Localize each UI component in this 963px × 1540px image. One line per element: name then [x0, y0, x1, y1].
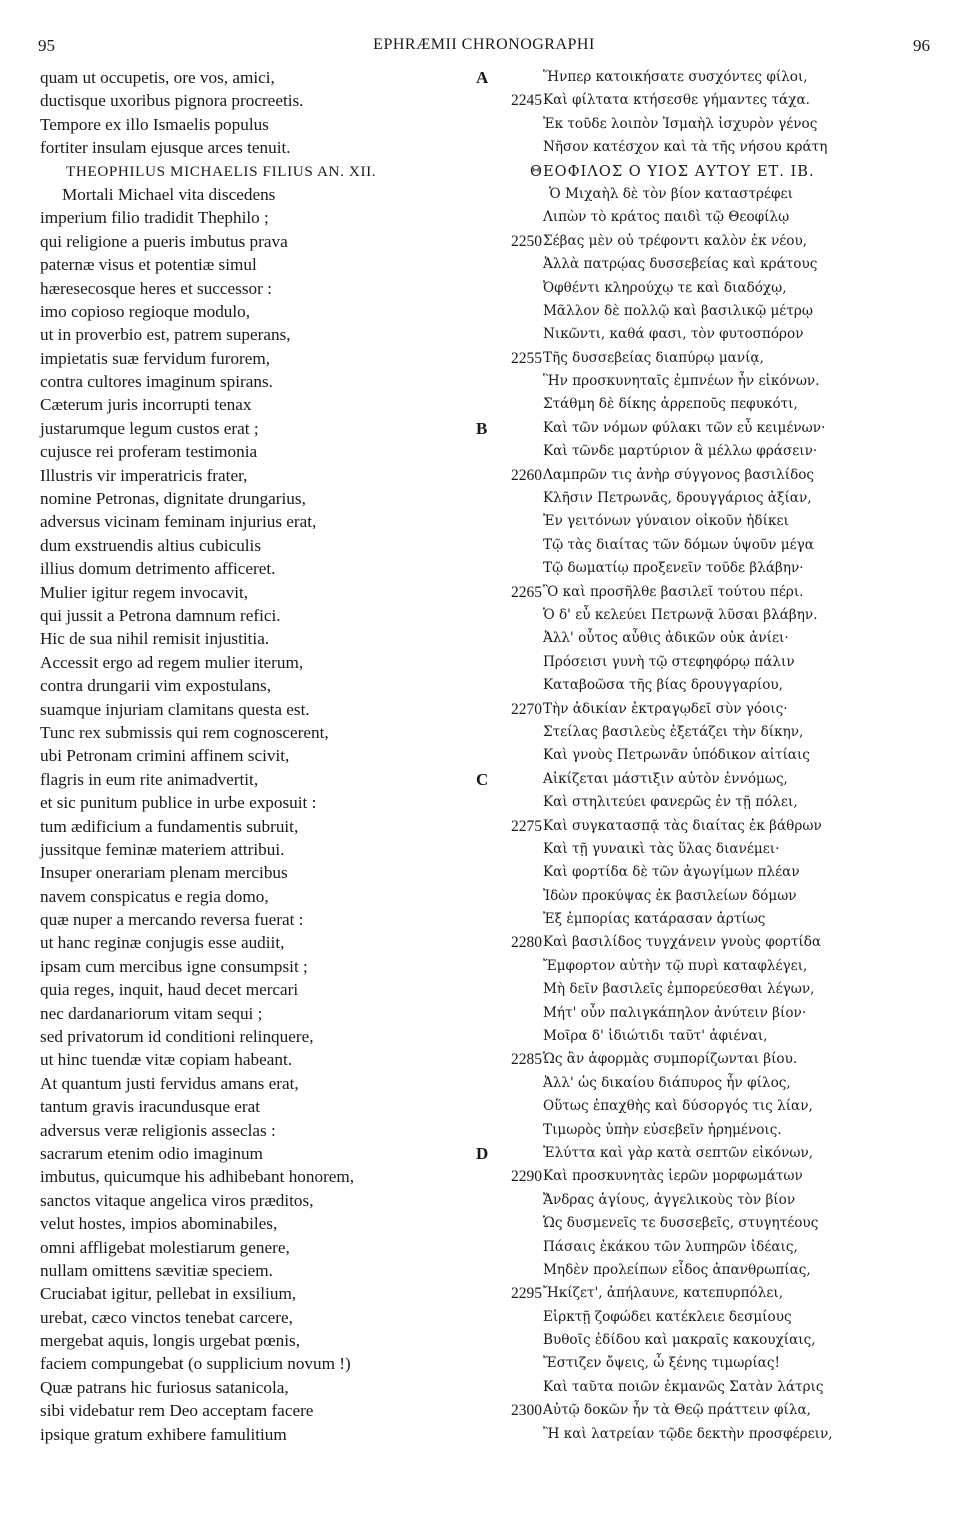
greek-verse-line: [470, 66, 950, 89]
latin-line: Mulier igitur regem invocavit,: [40, 582, 249, 602]
greek-verse-line: [470, 651, 950, 674]
verse-text: Τὴν ἀδικίαν ἐκτραγῳδεῖ σὺν γόοις·: [543, 700, 788, 717]
verse-number: 2245: [511, 92, 542, 110]
greek-verse-line: [470, 1236, 950, 1259]
verse-text: Βυθοῖς ἐδίδου καὶ μακραῖς κακουχίαις,: [543, 1332, 816, 1349]
greek-verse-line: [470, 1002, 950, 1025]
greek-verse-line: [470, 1212, 950, 1235]
margin-section-letter: C: [476, 769, 489, 789]
latin-line: dum exstruendis altius cubiculis: [40, 535, 262, 555]
verse-text: Καὶ τῇ γυναικὶ τὰς ὕλας διανέμει·: [543, 840, 780, 857]
greek-verse-line: [470, 1329, 950, 1352]
greek-verse-line: [470, 347, 950, 370]
verse-text: Ἔμφορτον αὐτὴν τῷ πυρὶ καταφλέγει,: [543, 957, 808, 974]
latin-line: sed privatorum id conditioni relinquere,: [40, 1027, 314, 1047]
latin-line: fortiter insulam ejusque arces tenuit.: [40, 138, 291, 158]
latin-line: Hic de sua nihil remisit injustitia.: [40, 629, 270, 649]
verse-text: Ἀλλὰ πατρῴας δυσσεβείας καὶ κράτους: [543, 256, 818, 273]
greek-verse-line: [470, 89, 950, 112]
verse-text: Καὶ τῶν νόμων φύλακι τῶν εὖ κειμένων·: [543, 419, 826, 436]
page-number-left: 95: [38, 36, 55, 55]
greek-verse-line: [470, 1282, 950, 1305]
latin-line: Insuper onerariam plenam mercibus: [40, 863, 288, 883]
latin-line: quia reges, inquit, haud decet mercari: [40, 980, 299, 1000]
verse-text: Καὶ βασιλίδος τυγχάνειν γνοὺς φορτίδα: [543, 934, 822, 951]
margin-section-letter: D: [476, 1143, 489, 1163]
latin-line: Accessit ergo ad regem mulier iterum,: [40, 652, 304, 672]
latin-line: ut in proverbio est, patrem superans,: [40, 325, 291, 345]
verse-text: Ἰδὼν προκύψας ἐκ βασιλείων δόμων: [543, 887, 797, 904]
verse-text: Ἥνπερ κατοικήσατε συσχόντες φίλοι,: [543, 69, 808, 85]
latin-line: tantum gravis iracundusque erat: [40, 1097, 261, 1117]
latin-line: nomine Petronas, dignitate drungarius,: [40, 489, 306, 509]
latin-line: ut hanc reginæ conjugis esse audiit,: [40, 933, 285, 953]
greek-verse-line: [470, 277, 950, 300]
latin-line: cujusce rei proferam testimonia: [40, 442, 258, 462]
verse-text: Καὶ φορτίδα δὲ τῶν ἀγωγίμων πλέαν: [543, 864, 800, 881]
verse-text: Λιπὼν τὸ κράτος παιδὶ τῷ Θεοφίλῳ: [543, 209, 790, 226]
latin-section-heading: THEOPHILUS MICHAELIS FILIUS AN. XII.: [66, 162, 377, 180]
latin-line: mergebat aquis, longis urgebat pœnis,: [40, 1331, 301, 1351]
verse-text: Καὶ τῶνδε μαρτύριον ἃ μέλλω φράσειν·: [543, 443, 818, 460]
verse-text: Καὶ γνοὺς Πετρωνᾶν ὑπόδικον αἰτίαις: [543, 747, 810, 764]
latin-column: [40, 66, 480, 1446]
verse-text: Αἰκίζεται μάστιξιν αὐτὸν ἐννόμως,: [543, 770, 788, 787]
verse-text: Νικῶντι, καθά φασι, τὸν φυτοσπόρον: [543, 326, 804, 343]
greek-verse-line: [470, 534, 950, 557]
verse-text: Ὃ καὶ προσῆλθε βασιλεῖ τούτου πέρι.: [543, 583, 804, 600]
verse-text: Ἢ καὶ λατρείαν τῷδε δεκτὴν προσφέρειν,: [543, 1425, 833, 1442]
latin-line: adversus veræ religionis asseclas :: [40, 1120, 276, 1140]
greek-verse-line: [470, 370, 950, 393]
greek-verse-line: [470, 885, 950, 908]
latin-line: omni affligebat molestiarum genere,: [40, 1237, 290, 1257]
greek-verse-line: [470, 791, 950, 814]
greek-verse-line: [470, 768, 950, 791]
verse-text: Ὡς ἂν ἀφορμὰς συμπορίζωνται βίου.: [543, 1051, 798, 1068]
latin-line: sacrarum etenim odio imaginum: [40, 1143, 263, 1163]
greek-verse-line: [470, 698, 950, 721]
verse-text: Καὶ προσκυνητὰς ἱερῶν μορφωμάτων: [543, 1168, 803, 1185]
verse-number: 2265: [511, 583, 542, 601]
greek-verse-line: [470, 230, 950, 253]
verse-number: 2275: [511, 817, 542, 835]
latin-line: qui religione a pueris imbutus prava: [40, 231, 288, 251]
latin-line: imbutus, quicumque his adhibebant honorem,: [40, 1167, 355, 1187]
verse-text: Καὶ φίλτατα κτήσεσθε γήμαντες τάχα.: [543, 92, 810, 109]
verse-number: 2285: [511, 1051, 542, 1069]
verse-text: Ἄνδρας ἁγίους, ἀγγελικοὺς τὸν βίον: [543, 1191, 796, 1208]
verse-text: Ὁ δ' εὖ κελεύει Πετρωνᾷ λῦσαι βλάβην.: [543, 606, 818, 623]
verse-text: Νῆσον κατέσχον καὶ τὰ τῆς νήσου κράτη: [543, 139, 828, 156]
verse-text: Πρόσεισι γυνὴ τῷ στεφηφόρῳ πάλιν: [543, 653, 795, 670]
greek-verse-line: [470, 627, 950, 650]
greek-verse-line: [470, 861, 950, 884]
greek-verse-line: [470, 1165, 950, 1188]
greek-verse-line: [470, 604, 950, 627]
verse-text: Τιμωρὸς ὑπὴν εὐσεβεῖν ἠρημένοις.: [543, 1121, 782, 1138]
verse-text: Ἐξ ἐμπορίας κατάρασαν ἀρτίως: [543, 911, 766, 928]
greek-verse-line: [470, 581, 950, 604]
verse-text: Μοῖρα δ' ἰδιώτιδι ταῦτ' ἀφιέναι,: [543, 1028, 768, 1045]
greek-verse-line: [470, 440, 950, 463]
latin-line: navem conspicatus e regia domo,: [40, 886, 269, 906]
greek-verse-line: [470, 1423, 950, 1446]
greek-verse-line: [470, 300, 950, 323]
verse-text: Στάθμη δὲ δίκης ἀρρεποῦς πεφυκότι,: [543, 396, 798, 413]
greek-verse-line: [470, 557, 950, 580]
greek-verse-line: [470, 1119, 950, 1142]
greek-verse-line: [470, 931, 950, 954]
verse-number: 2270: [511, 700, 542, 718]
verse-text: Ὁ Μιχαὴλ δὲ τὸν βίον καταστρέφει: [549, 185, 793, 202]
greek-verse-line: [470, 1189, 950, 1212]
verse-text: Στείλας βασιλεὺς ἐξετάζει τὴν δίκην,: [543, 723, 804, 740]
latin-line: quam ut occupetis, ore vos, amici,: [40, 68, 275, 87]
verse-text: Μᾶλλον δὲ πολλῷ καὶ βασιλικῷ μέτρῳ: [543, 302, 813, 319]
verse-text: Τῷ δωματίῳ προξενεῖν τοῦδε βλάβην·: [543, 560, 804, 577]
verse-text: Τῷ τὰς διαίτας τῶν δόμων ὑψοῦν μέγα: [543, 536, 814, 553]
latin-line: ductisque uxoribus pignora procreetis.: [40, 91, 304, 111]
greek-verse-line: [470, 978, 950, 1001]
greek-verse-line: [470, 1399, 950, 1422]
verse-text: Πάσαις ἐκάκου τῶν λυπηρῶν ἰδέαις,: [543, 1238, 798, 1255]
greek-verse-line: [470, 393, 950, 416]
latin-line: quæ nuper a mercando reversa fuerat :: [40, 910, 304, 930]
greek-verse-line: [470, 955, 950, 978]
greek-verse-line: [470, 721, 950, 744]
latin-line: adversus vicinam feminam injurius erat,: [40, 512, 317, 532]
greek-verse-line: [470, 417, 950, 440]
margin-section-letter: B: [476, 418, 488, 438]
greek-verse-line: [470, 1095, 950, 1118]
greek-verse-line: [470, 744, 950, 767]
verse-text: Μηδὲν προλείπων εἶδος ἀπανθρωπίας,: [543, 1261, 811, 1278]
greek-verse-line: [470, 253, 950, 276]
latin-line: tum ædificium a fundamentis subruit,: [40, 816, 299, 836]
latin-line: Tunc rex submissis qui rem cognoscerent,: [40, 722, 329, 742]
verse-text: Καὶ συγκατασπᾷ τὰς διαίτας ἐκ βάθρων: [543, 817, 822, 834]
verse-text: Ἐλύττα καὶ γὰρ κατὰ σεπτῶν εἰκόνων,: [543, 1144, 814, 1161]
latin-line: ipsam cum mercibus igne consumpsit ;: [40, 956, 308, 976]
verse-text: Τῆς δυσσεβείας διαπύρῳ μανίᾳ,: [543, 349, 764, 366]
verse-number: 2300: [511, 1402, 542, 1420]
verse-text: Ἐν γειτόνων γύναιον οἰκοῦν ἠδίκει: [543, 513, 789, 530]
verse-text: Ἣν προσκυνηταῖς ἐμπνέων ἦν εἰκόνων.: [543, 373, 820, 390]
greek-verse-line: [470, 815, 950, 838]
latin-line: suamque injuriam clamitans questa est.: [40, 699, 310, 719]
page-number-right: 96: [913, 36, 930, 55]
page-header: [38, 32, 930, 58]
verse-number: 2250: [511, 232, 542, 250]
verse-text: Οὕτως ἐπαχθὴς καὶ δύσοργός τις λίαν,: [543, 1098, 813, 1115]
latin-line: Cruciabat igitur, pellebat in exsilium,: [40, 1284, 297, 1304]
latin-line: ut hinc tuendæ vitæ copiam habeant.: [40, 1050, 293, 1070]
verse-text: Σέβας μὲν οὐ τρέφοντι καλὸν ἐκ νέου,: [543, 232, 808, 249]
latin-line: imperium filio tradidit Thephilo ;: [40, 208, 269, 228]
greek-verse-line: [470, 136, 950, 159]
verse-text: Καὶ στηλιτεύει φανερῶς ἐν τῇ πόλει,: [543, 794, 798, 811]
latin-line: Quæ patrans hic furiosus satanicola,: [40, 1377, 289, 1397]
verse-text: Μὴ δεῖν βασιλεῖς ἐμπορεύεσθαι λέγων,: [543, 981, 815, 998]
latin-line: velut hostes, impios abominabiles,: [40, 1214, 278, 1234]
latin-line: jussitque feminæ materiem attribui.: [40, 839, 285, 859]
greek-verse-line: [470, 113, 950, 136]
running-title: EPHRÆMII CHRONOGRAPHI: [373, 36, 595, 53]
greek-verse-line: [470, 1306, 950, 1329]
latin-line: Cæterum juris incorrupti tenax: [40, 395, 252, 415]
latin-line: ipsique gratum exhibere famulitium: [40, 1424, 287, 1444]
latin-line: contra cultores imaginum spirans.: [40, 372, 273, 392]
latin-line: urebat, cæco vinctos tenebat carcere,: [40, 1307, 293, 1327]
greek-verse-line: [470, 323, 950, 346]
greek-verse-line: [470, 838, 950, 861]
verse-number: 2280: [511, 934, 542, 952]
verse-text: ΘΕΟΦΙΛΟΣ Ο ΥΙΟΣ ΑΥΤΟΥ ΕΤ. ΙΒ.: [530, 162, 815, 180]
latin-line: faciem compungebat (o supplicium novum !): [40, 1354, 351, 1374]
verse-text: Καταβοῶσα τῆς βίας δρουγγαρίου,: [543, 677, 783, 694]
latin-line: contra drungarii vim expostulans,: [40, 676, 272, 696]
greek-section-heading: [470, 160, 950, 183]
verse-text: Ὡς δυσμενεῖς τε δυσσεβεῖς, στυγητέους: [543, 1215, 819, 1232]
greek-verse-line: [470, 1142, 950, 1165]
verse-text: Ἐκ τοῦδε λοιπὸν Ἰσμαὴλ ἰσχυρὸν γένος: [543, 115, 818, 132]
verse-text: Ἤκίζετ', ἀπήλαυνε, κατεπυρπόλει,: [543, 1285, 784, 1302]
latin-line: sanctos vitaque angelica viros præditos,: [40, 1190, 314, 1210]
latin-line: imo copioso regioque modulo,: [40, 301, 251, 321]
greek-verse-line: [470, 1048, 950, 1071]
latin-line: paternæ visus et potentiæ simul: [40, 255, 257, 275]
greek-verse-line: [470, 183, 950, 206]
latin-line: Tempore ex illo Ismaelis populus: [40, 114, 269, 134]
greek-verse-line: [470, 674, 950, 697]
latin-line: At quantum justi fervidus amans erat,: [40, 1073, 299, 1093]
verse-text: Κλῆσιν Πετρωνᾶς, δρουγγάριος ἀξίαν,: [543, 490, 812, 507]
verse-number: 2255: [511, 349, 542, 367]
verse-text: Λαμπρῶν τις ἀνὴρ σύγγονος βασιλίδος: [543, 466, 815, 483]
verse-number: 2260: [511, 466, 542, 484]
greek-verse-line: [470, 487, 950, 510]
greek-verse-line: [470, 1072, 950, 1095]
verse-text: Αὐτῷ δοκῶν ἦν τὰ Θεῷ πράττειν φίλα,: [543, 1402, 811, 1419]
greek-verse-line: [470, 1376, 950, 1399]
verse-text: Μήτ' οὖν παλιγκάπηλον ἀνύτειν βίον·: [543, 1004, 807, 1021]
latin-line: et sic punitum publice in urbe exposuit :: [40, 793, 317, 813]
latin-line: Mortali Michael vita discedens: [62, 184, 276, 204]
greek-verse-line: [470, 510, 950, 533]
latin-line: justarumque legum custos erat ;: [40, 418, 259, 438]
greek-column: [470, 66, 950, 1446]
verse-text: Καὶ ταῦτα ποιῶν ἐκμανῶς Σατὰν λάτρις: [543, 1378, 824, 1395]
verse-text: Εἱρκτῇ ζοφώδει κατέκλειε δεσμίους: [543, 1308, 792, 1325]
verse-number: 2290: [511, 1168, 542, 1186]
margin-section-letter: A: [476, 68, 489, 87]
latin-line: qui jussit a Petrona damnum refici.: [40, 605, 281, 625]
verse-number: 2295: [511, 1285, 542, 1303]
verse-text: Ἔστιζεν ὄψεις, ὦ ξένης τιμωρίας!: [543, 1355, 780, 1372]
verse-text: Ἀλλ' οὗτος αὖθις ἀδικῶν οὐκ ἀνίει·: [543, 630, 789, 647]
verse-text: Ἀλλ' ὡς δικαίου διάπυρος ἦν φίλος,: [543, 1074, 791, 1091]
latin-line: sibi videbatur rem Deo acceptam facere: [40, 1401, 314, 1421]
verse-text: Ὀφθέντι κληρούχῳ τε καὶ διαδόχῳ,: [543, 279, 787, 296]
latin-line: impietatis suæ fervidum furorem,: [40, 348, 271, 368]
greek-verse-line: [470, 1259, 950, 1282]
latin-line: illius domum detrimento afficeret.: [40, 559, 276, 579]
latin-line: nec dardanariorum vitam sequi ;: [40, 1003, 263, 1023]
greek-verse-line: [470, 206, 950, 229]
latin-line: flagris in eum rite animadvertit,: [40, 769, 259, 789]
greek-verse-line: [470, 464, 950, 487]
greek-verse-line: [470, 908, 950, 931]
latin-line: nullam omittens sævitiæ speciem.: [40, 1260, 273, 1280]
greek-verse-line: [470, 1025, 950, 1048]
latin-line: hæresecosque heres et successor :: [40, 278, 272, 298]
latin-line: Illustris vir imperatricis frater,: [40, 465, 248, 485]
latin-line: ubi Petronam crimini affinem scivit,: [40, 746, 290, 766]
greek-verse-line: [470, 1352, 950, 1375]
